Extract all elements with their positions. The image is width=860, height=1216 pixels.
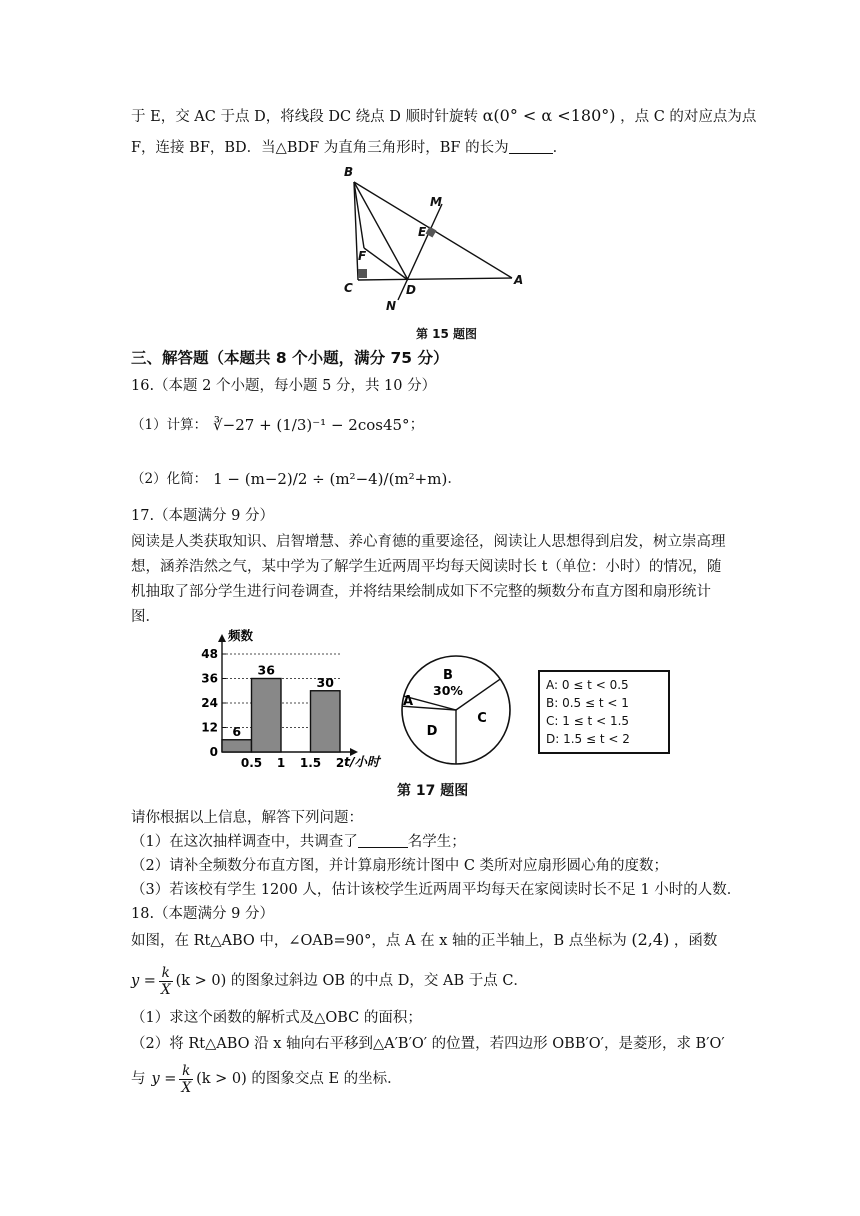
func-y: y = [131,973,156,989]
section-title: 三、解答题（本题共 8 个小题，满分 75 分） [131,349,449,367]
func-numerator-2: k [179,1063,193,1080]
q15-text-2b: ． [552,140,568,156]
y-tick-label: 48 [201,647,218,661]
histogram [196,628,396,778]
count-blank[interactable] [358,833,408,848]
figure-15 [330,160,540,345]
q18-item-2-cont [131,1058,402,1100]
y-tick-label: 36 [201,671,218,686]
q18-text-with: 与 [131,1071,146,1087]
y-tick-label: 0 [209,745,218,759]
q18-item-2: （2）将 Rt△ABO 沿 x 轴向右平移到△A′B′O′ 的位置，若四边形 OBB′O′，是菱形，求 B′O′ [131,1036,725,1052]
q18-header: 18.（本题满分 9 分） [131,906,275,922]
segment-CA [358,278,512,280]
bar-value-label: 36 [257,662,275,678]
func-denominator-2: X [181,1079,192,1096]
q18-text-1b: ，函数 [673,933,718,949]
x-tick-label: 1 [276,756,286,770]
q16-p2-label: （2）化简： [131,471,208,487]
x-tick-label: 0.5 [240,756,263,770]
func-denominator: X [160,981,171,998]
q17-item-1-text: （1）在这次抽样调查中，共调查了 [131,834,358,850]
legend-box [538,670,670,754]
q15-text-2a: F，连接 BF，BD．当△BDF 为直角三角形时，BF 的长为 [131,140,509,156]
q18-text-1a: 如图，在 Rt△ABO 中，∠OAB=90°，点 A 在 x 轴的正半轴上，B 点坐标为 [131,933,627,949]
y-axis-arrow [218,634,226,642]
x-tick-label: 1.5 [299,756,322,770]
func-numerator: k [159,965,173,982]
q17-item-2: （2）请补全频数分布直方图，并计算扇形统计图中 C 类所对应扇形圆心角的度数； [131,858,669,874]
point-A: A [514,273,524,287]
q16-p2-expr: 1 − (m−2)/2 ÷ (m²−4)/(m²+m) [213,470,448,488]
bar-value-label: 6 [232,723,242,739]
q15-line-2 [131,138,567,158]
q18-line-2 [131,960,528,1002]
line-MN [398,204,442,300]
point-M: M [430,195,442,209]
x-axis-label: t/小时 [344,754,380,769]
pie-chart [396,655,521,775]
q17-item-3: （3）若该校有学生 1200 人，估计该校学生近两周平均每天在家阅读时长不足 1 小时的人数． [131,882,742,898]
histogram-bar [311,691,341,752]
slice-percent-B: 30% [433,683,463,698]
angle-range: α(0° < α <180°) [482,106,616,125]
segment-FD [364,248,408,280]
right-angle-C [358,269,367,278]
point-F: F [358,249,367,263]
answer-blank[interactable] [509,139,553,154]
slice-label-A: A [402,694,414,709]
q16-header: 16.（本题 2 个小题，每小题 5 分，共 10 分） [131,378,437,394]
q16-p1-expr: ∛−27 + (1/3)⁻¹ − 2cos45° [213,416,410,434]
x-tick-label: 2 [335,756,345,770]
q16-part-2 [131,456,462,502]
y-tick-label: 24 [201,696,218,710]
figure-17-caption: 第 17 题图 [397,783,469,799]
q17-paragraph: 阅读是人类获取知识、启智增慧、养心育德的重要途径，阅读让人思想得到启发，树立崇高理想，涵养浩然之气，某中学为了解学生近两周平均每天阅读时长 t（单位：小时）的情况，随机抽取了部分学生进行问卷调查，并将结果绘制成如下不完整的频数分布直方图和扇形统计图． [131,534,726,625]
q15-text-1b: ，点 C 的对应点为点 [620,109,757,125]
q15-text-1a: 于 E，交 AC 于点 D，将线段 DC 绕点 D 顺时针旋转 [131,109,478,125]
q17-header: 17.（本题满分 9 分） [131,508,275,524]
q18-text-2-end: (k > 0) 的图象交点 E 的坐标． [196,1071,402,1087]
legend-C: C: 1 ≤ t < 1.5 [546,714,630,728]
point-D: D [406,283,416,297]
slice-label-C: C [477,711,487,726]
q16-p1-end: ； [409,417,425,433]
bar-value-label: 30 [316,674,334,690]
q16-p1-label: （1）计算： [131,417,208,433]
point-C: C [344,281,353,295]
slice-label-B: B [443,668,453,683]
point-B: B [344,165,354,179]
histogram-bar [222,740,252,752]
q16-part-1 [131,405,424,445]
q17-item-1-tail: 名学生； [407,834,466,850]
slice-label-D: D [426,724,438,739]
y-axis-label: 频数 [228,628,254,643]
func-fraction-2 [178,1063,194,1096]
q17-intro: 请你根据以上信息，解答下列问题： [131,810,363,826]
histogram-bar [252,679,282,753]
legend-B: B: 0.5 ≤ t < 1 [546,696,629,710]
point-N: N [386,299,397,313]
q18-item-1: （1）求这个函数的解析式及△OBC 的面积； [131,1010,422,1026]
point-E: E [418,225,427,239]
point-B-coord: (2,4) [631,930,670,949]
q18-text-2: (k > 0) 的图象过斜边 OB 的中点 D，交 AB 于点 C． [175,973,528,989]
q15-line-1 [131,106,756,127]
q18-line-1 [131,930,717,951]
figure-15-caption: 第 15 题图 [416,327,478,341]
y-tick-label: 12 [201,720,218,735]
func-fraction [158,965,174,998]
legend-A: A: 0 ≤ t < 0.5 [546,678,629,692]
legend-D: D: 1.5 ≤ t < 2 [546,732,630,746]
q16-p2-end: ． [447,471,462,487]
func-y-2: y = [151,1071,177,1087]
q17-item-1 [131,832,466,852]
